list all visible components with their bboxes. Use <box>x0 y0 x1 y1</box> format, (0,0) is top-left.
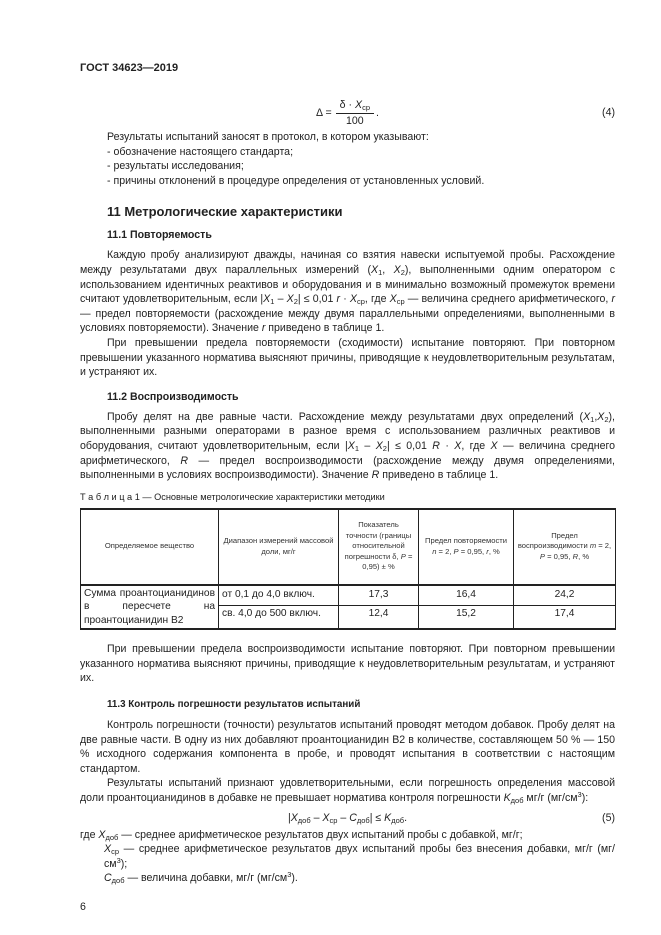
text-run: | ≤ 0,01 <box>386 439 433 452</box>
paragraph-reproducibility <box>80 410 615 483</box>
text-run: · <box>439 439 455 452</box>
where-line <box>80 842 615 871</box>
range-cell: от 0,1 до 4,0 включ. <box>219 585 339 606</box>
text-run: Результаты испытаний признают удовлетворительными, если погрешность определения массовой доли проантоцианидинов в добавке не превышает норматива контроля погрешности <box>80 777 615 804</box>
text-run: где <box>80 828 99 841</box>
paragraph-repeatability <box>80 248 615 336</box>
formula-4-denominator: 100 <box>345 114 364 127</box>
formula-4-end: . <box>375 106 379 119</box>
math-symbol: X <box>290 811 298 824</box>
text-run: Предел повторяемости <box>425 536 507 546</box>
math-symbol: R <box>432 439 440 452</box>
subscript: ср <box>362 102 370 112</box>
paragraph-repeatability-exceed <box>80 336 615 380</box>
math-symbol: R <box>180 454 188 467</box>
superscript: 3 <box>116 855 121 865</box>
subscript: 2 <box>293 297 298 307</box>
math-symbol: C <box>104 872 112 885</box>
text-run: | ≤ 0,01 <box>297 293 337 306</box>
text-run: — предел воспроизводимости (расхождение между двумя определениями, выполненными в условиях воспроизводимости). Значение <box>80 454 615 482</box>
subscript: ср <box>396 297 405 307</box>
subscript: доб <box>111 876 125 886</box>
formula-5 <box>288 812 407 824</box>
superscript: 3 <box>287 870 292 880</box>
document-code: ГОСТ 34623—2019 <box>80 62 179 74</box>
text-run: — величина среднего арифметического, <box>80 439 615 467</box>
text-run: · <box>340 293 350 306</box>
table-header-row <box>81 509 616 585</box>
text-run: приведено в таблице 1. <box>379 469 499 482</box>
table-header-cell <box>514 509 616 585</box>
text-run: Пробу делят на две равные части. Расхождение между результатами двух определений ( <box>107 410 584 423</box>
paragraph-error-control <box>80 718 615 776</box>
text-run: = 2, <box>436 546 454 556</box>
text-run: ), выполненными одним оператором с использованием идентичных реактивов и оборудования и в минимально возможный промежуток времени считают удовлетворительным, если | <box>80 263 615 306</box>
formula-4-number: (4) <box>602 106 615 119</box>
section-11-3-heading: 11.3 Контроль погрешности результатов испытаний <box>107 698 361 710</box>
text-run: ); <box>120 857 128 870</box>
math-symbol: X <box>371 263 379 276</box>
reproducibility-cell: 24,2 <box>514 585 616 606</box>
text-run: — величина среднего арифметического, <box>404 293 612 306</box>
subscript: доб <box>391 815 405 825</box>
math-symbol: R <box>572 551 579 561</box>
formula-4-numerator <box>336 98 374 114</box>
formula-4-fraction <box>336 98 374 129</box>
subscript: доб <box>356 815 370 825</box>
text-run: – <box>310 811 323 824</box>
subscript: 1 <box>354 443 359 453</box>
repeatability-cell: 16,4 <box>419 585 514 606</box>
subscript: доб <box>105 832 119 842</box>
protocol-intro: Результаты испытаний заносят в протокол, в котором указывают: <box>107 131 429 143</box>
subscript: ср <box>357 297 365 307</box>
text-run: приведено в таблице 1. <box>265 322 385 335</box>
subscript: 2 <box>382 443 387 453</box>
text-run: . <box>404 811 408 824</box>
formula-4-lhs: Δ = <box>316 106 332 119</box>
range-cell: св. 4,0 до 500 включ. <box>219 605 339 629</box>
subscript: 1 <box>270 297 275 307</box>
math-symbol: r <box>336 293 341 306</box>
text-run: Каждую пробу анализируют дважды, начиная со взятия навески испытуемой пробы. Расхождение между результатами двух параллельных измерений ( <box>80 249 615 276</box>
math-symbol: X <box>393 263 401 276</box>
section-11-2-heading: 11.2 Воспроизводимость <box>107 390 239 403</box>
text-run: ): <box>581 791 589 804</box>
math-symbol: X <box>286 293 294 306</box>
table-caption: Т а б л и ц а 1 — Основные метрологические характеристики методики <box>80 491 385 502</box>
math-symbol: r <box>486 546 489 556</box>
text-run: — среднее арифметическое результатов двух испытаний пробы без внесения добавки, мг/г (мг/см <box>104 843 615 870</box>
table-header-cell <box>81 509 219 585</box>
subscript: 2 <box>400 267 405 277</box>
text-run: , % <box>488 546 500 556</box>
math-symbol: X <box>375 439 383 452</box>
page-number: 6 <box>80 900 86 913</box>
text-run: , где <box>461 439 491 452</box>
text-run: При превышении предела повторяемости (сходимости) испытание повторяют. При повторном превышении указанного норматива выясняют причины, приводящие к неудовлетворительным результатам, и устраняют их. <box>80 336 615 379</box>
text-run: ), выполненными разными операторами в разное время с использованием различных реактивов и оборудования, считают удовлетворительным, если | <box>80 410 615 452</box>
subscript: ср <box>111 847 119 857</box>
math-symbol: P <box>453 546 459 556</box>
subscript: 1 <box>590 414 595 424</box>
text-run: δ · <box>339 98 355 111</box>
math-symbol: P <box>539 551 545 561</box>
text-run: – <box>274 293 287 306</box>
math-symbol: K <box>384 811 392 824</box>
text-run: = 0,95) ± % <box>362 551 413 572</box>
text-run: мг/г (мг/см <box>523 791 578 804</box>
text-run: Контроль погрешности (точности) результатов испытаний проводят методом добавок. Пробу делят на две равные части. В одну из них добавляют проантоцианидин B2 в количестве, составляющем 50 % — 150 % исходного содержания компонента в пробе, и проводят испытания в соответствии с настоящим стандартом. <box>80 718 615 775</box>
where-line <box>80 828 615 843</box>
math-symbol: X <box>389 293 397 306</box>
protocol-item: - обозначение настоящего стандарта; <box>107 145 294 158</box>
text-run: = 0,95, <box>458 546 487 556</box>
text-run: – <box>359 439 376 452</box>
substance-cell: Сумма проантоцианидинов в пересчете на проантоцианидин B2 <box>81 585 219 630</box>
text-run: — предел повторяемости (расхождение между двумя параллельными определениями, выполненными в условиях повторяемости). Значение <box>80 307 615 335</box>
text-run: , где <box>364 293 390 306</box>
text-run: = 2, <box>596 541 612 551</box>
math-symbol: m <box>589 541 597 551</box>
accuracy-cell: 17,3 <box>339 585 419 606</box>
text-run: ). <box>291 872 298 885</box>
paragraph-reproducibility-exceed <box>80 642 615 686</box>
text-run: — величина добавки, мг/г (мг/см <box>124 872 288 885</box>
accuracy-cell: 12,4 <box>339 605 419 629</box>
math-symbol: X <box>347 439 355 452</box>
math-symbol: C <box>349 811 357 824</box>
table-header-cell <box>219 509 339 585</box>
math-symbol: X <box>597 410 605 423</box>
text-run: , <box>382 263 394 276</box>
math-symbol: r <box>611 293 615 306</box>
math-symbol: X <box>354 98 363 111</box>
subscript: доб <box>297 815 311 825</box>
text-run: , % <box>578 551 590 561</box>
section-11-heading: 11 Метрологические характеристики <box>107 204 343 220</box>
math-symbol: X <box>454 439 462 452</box>
text-run: При превышении предела воспроизводимости испытание повторяют. При повторном превышении указанного норматива выясняют причины, приводящие к неудовлетворительным результатам, и устраняют их. <box>80 643 615 685</box>
subscript: 2 <box>604 414 609 424</box>
text-run: | <box>287 811 291 824</box>
math-symbol: X <box>490 439 498 452</box>
section-11-1-heading: 11.1 Повторяемость <box>107 229 212 242</box>
subscript: ср <box>329 815 338 825</box>
text-run: Диапазон измерений массовой доли, мг/г <box>223 536 334 556</box>
math-symbol: X <box>583 410 591 423</box>
math-symbol: X <box>263 293 271 306</box>
math-symbol: P <box>400 551 406 561</box>
table-row <box>81 585 616 606</box>
document-page <box>80 0 615 935</box>
math-symbol: K <box>503 791 511 804</box>
text-run: Показатель точности (границы относительной погрешности δ, <box>344 520 412 561</box>
protocol-item: - результаты исследования; <box>107 160 244 173</box>
repeatability-cell: 15,2 <box>419 605 514 629</box>
text-run: – <box>337 811 350 824</box>
text-run: Определяемое вещество <box>104 541 195 551</box>
metrology-table <box>80 508 616 631</box>
reproducibility-cell: 17,4 <box>514 605 616 629</box>
text-run: — среднее арифметическое результатов двух испытаний пробы с добавкой, мг/г; <box>118 828 523 841</box>
math-symbol: X <box>322 811 330 824</box>
subscript: 1 <box>378 267 383 277</box>
table-header-cell <box>419 509 514 585</box>
math-symbol: R <box>371 469 380 482</box>
math-symbol: X <box>349 293 357 306</box>
math-symbol: X <box>98 828 106 841</box>
formula-5-row <box>80 810 615 826</box>
math-symbol: X <box>104 843 112 856</box>
text-run: Предел воспроизводимости <box>517 530 590 551</box>
math-symbol: r <box>261 322 266 335</box>
subscript: доб <box>510 795 524 805</box>
where-line <box>80 871 615 886</box>
table-header-cell <box>339 509 419 585</box>
superscript: 3 <box>577 789 582 799</box>
protocol-item: - причины отклонений в процедуре определения от установленных условий. <box>107 174 485 187</box>
text-run: = 0,95, <box>544 551 573 561</box>
formula-5-number: (5) <box>602 811 615 824</box>
math-symbol: n <box>432 546 437 556</box>
formula-4 <box>80 96 615 130</box>
text-run: | ≤ <box>369 811 385 824</box>
text-run: , <box>594 410 598 423</box>
paragraph-acceptance <box>80 776 615 805</box>
